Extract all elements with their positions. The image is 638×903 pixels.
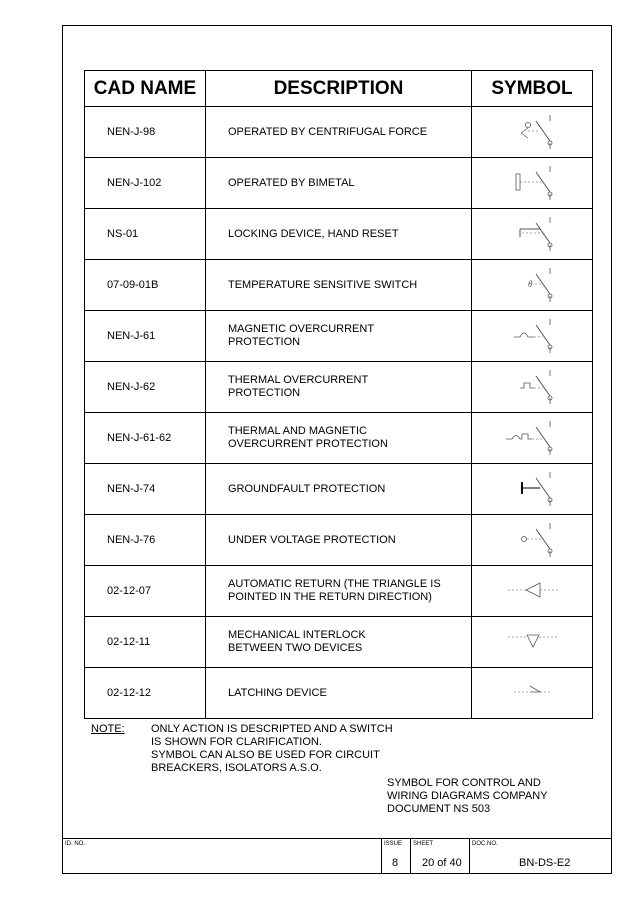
symbol-table <box>84 70 593 719</box>
document-line: WIRING DIAGRAMS COMPANY <box>387 790 548 802</box>
description-line: THERMAL OVERCURRENT <box>228 374 369 386</box>
sheet-label: SHEET <box>413 841 434 847</box>
description-line: PROTECTION <box>228 336 301 348</box>
description-line: OPERATED BY BIMETAL <box>228 176 355 189</box>
doc-no-value: BN-DS-E2 <box>519 857 571 869</box>
title-block-divider <box>62 838 612 839</box>
document-title <box>387 777 548 816</box>
header-cad-name: CAD NAME <box>85 71 206 107</box>
description-line: MAGNETIC OVERCURRENT <box>228 323 375 335</box>
description-cell <box>206 515 472 566</box>
description-cell <box>206 668 472 719</box>
cad-name-cell: 07-09-01B <box>85 260 206 311</box>
symbol-cell <box>472 566 593 617</box>
description-line: OVERCURRENT PROTECTION <box>228 438 388 450</box>
description-cell <box>206 566 472 617</box>
latching-device-symbol <box>500 672 564 714</box>
issue-value: 8 <box>392 857 399 869</box>
cad-name-cell: NEN-J-98 <box>85 107 206 158</box>
sheet-value: 20 of 40 <box>422 857 462 869</box>
centrifugal-force-symbol <box>500 111 564 153</box>
symbol-cell <box>472 107 593 158</box>
document-line: DOCUMENT NS 503 <box>387 803 491 815</box>
table-row <box>85 668 593 719</box>
cad-name-cell: 02-12-07 <box>85 566 206 617</box>
temperature-switch-symbol <box>500 264 564 306</box>
id-no-label: ID. NO. <box>65 841 86 847</box>
thermal-magnetic-symbol <box>500 417 564 459</box>
symbol-cell <box>472 311 593 362</box>
title-block-separator <box>381 838 382 874</box>
cad-name-cell: 02-12-11 <box>85 617 206 668</box>
description-line: AUTOMATIC RETURN (THE TRIANGLE IS <box>228 578 441 590</box>
cad-name-cell: NEN-J-61 <box>85 311 206 362</box>
cad-name-cell: NEN-J-74 <box>85 464 206 515</box>
note-text <box>151 723 393 775</box>
description-cell <box>206 107 472 158</box>
description-line: MECHANICAL INTERLOCK <box>228 629 366 641</box>
description-cell <box>206 209 472 260</box>
description-line: LOCKING DEVICE, HAND RESET <box>228 227 399 240</box>
symbol-cell <box>472 515 593 566</box>
description-cell <box>206 311 472 362</box>
table-row <box>85 362 593 413</box>
description-cell <box>206 260 472 311</box>
magnetic-overcurrent-symbol <box>500 315 564 357</box>
symbol-cell <box>472 260 593 311</box>
table-row <box>85 311 593 362</box>
table-row <box>85 413 593 464</box>
automatic-return-symbol <box>500 570 564 612</box>
symbol-cell <box>472 464 593 515</box>
description-line: TEMPERATURE SENSITIVE SWITCH <box>228 278 418 291</box>
table-header-row <box>85 71 593 107</box>
svg-text:θ: θ <box>528 279 533 289</box>
cad-name-cell: NEN-J-61-62 <box>85 413 206 464</box>
cad-name-cell: NS-01 <box>85 209 206 260</box>
thermal-overcurrent-symbol <box>500 366 564 408</box>
description-cell <box>206 464 472 515</box>
table-row <box>85 464 593 515</box>
table-row <box>85 158 593 209</box>
cad-name-cell: NEN-J-76 <box>85 515 206 566</box>
cad-name-cell: NEN-J-62 <box>85 362 206 413</box>
description-line: LATCHING DEVICE <box>228 686 327 699</box>
note-line: IS SHOWN FOR CLARIFICATION. <box>151 736 322 748</box>
note-line: BREACKERS, ISOLATORS A.S.O. <box>151 762 322 774</box>
description-cell <box>206 413 472 464</box>
table-row <box>85 260 593 311</box>
description-line: GROUNDFAULT PROTECTION <box>228 482 386 495</box>
symbol-cell <box>472 209 593 260</box>
description-cell <box>206 362 472 413</box>
table-row <box>85 209 593 260</box>
doc-no-label: DOC.NO. <box>472 841 498 847</box>
description-cell <box>206 617 472 668</box>
title-block-separator <box>469 838 470 874</box>
table-row <box>85 617 593 668</box>
groundfault-symbol <box>500 468 564 510</box>
document-line: SYMBOL FOR CONTROL AND <box>387 777 541 789</box>
note-line: SYMBOL CAN ALSO BE USED FOR CIRCUIT <box>151 749 380 761</box>
description-line: BETWEEN TWO DEVICES <box>228 642 363 654</box>
title-block-separator <box>410 838 411 874</box>
table-row <box>85 515 593 566</box>
description-line: PROTECTION <box>228 387 301 399</box>
cad-name-cell: 02-12-12 <box>85 668 206 719</box>
note-line: ONLY ACTION IS DESCRIPTED AND A SWITCH <box>151 723 393 735</box>
cad-name-cell: NEN-J-102 <box>85 158 206 209</box>
symbol-cell <box>472 668 593 719</box>
symbol-cell <box>472 413 593 464</box>
issue-label: ISSUE <box>384 841 403 847</box>
symbol-cell <box>472 158 593 209</box>
bimetal-symbol <box>500 162 564 204</box>
description-line: OPERATED BY CENTRIFUGAL FORCE <box>228 125 428 138</box>
symbol-cell <box>472 617 593 668</box>
description-line: UNDER VOLTAGE PROTECTION <box>228 533 396 546</box>
table-row <box>85 566 593 617</box>
under-voltage-symbol <box>500 519 564 561</box>
symbol-cell <box>472 362 593 413</box>
hand-reset-lock-symbol <box>500 213 564 255</box>
description-line: POINTED IN THE RETURN DIRECTION) <box>228 591 432 603</box>
note-label: NOTE: <box>91 723 125 735</box>
header-description: DESCRIPTION <box>206 71 472 107</box>
description-cell <box>206 158 472 209</box>
table-row <box>85 107 593 158</box>
description-line: THERMAL AND MAGNETIC <box>228 425 367 437</box>
header-symbol: SYMBOL <box>472 71 593 107</box>
mechanical-interlock-symbol <box>500 621 564 663</box>
